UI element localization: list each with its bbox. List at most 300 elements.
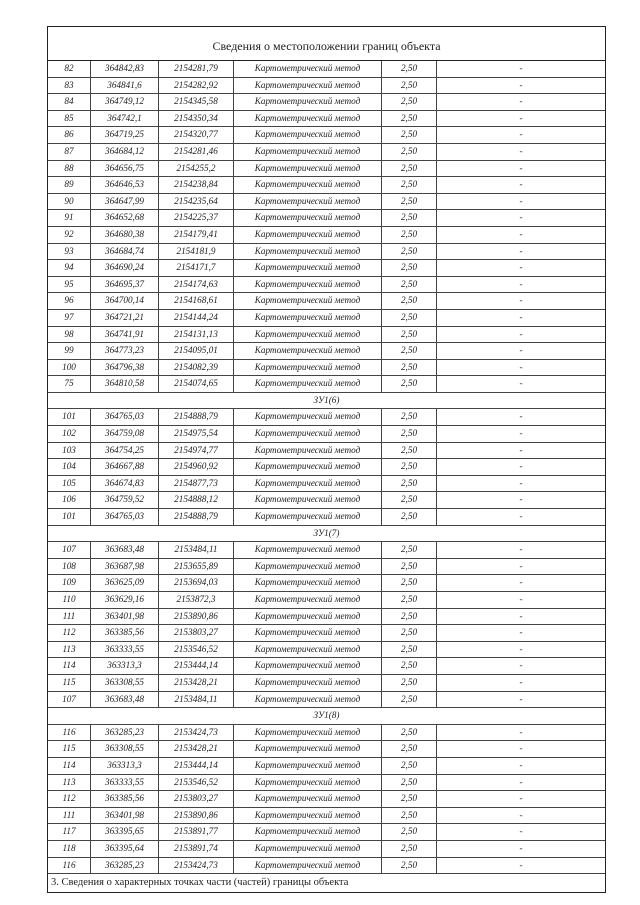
table-row [48,277,605,294]
table-row [48,310,605,327]
cell-coord-y: 2153891,77 [159,824,234,840]
cell-method: Картометрический метод [234,492,382,508]
cell-accuracy: 2,50 [382,841,437,857]
table-row [48,111,605,128]
cell-description: - [519,494,523,505]
cell-coord-y: 2154345,58 [159,94,234,110]
cell-accuracy: 2,50 [382,94,437,110]
cell-coord-y: 2154282,92 [159,78,234,94]
cell-accuracy: 2,50 [382,492,437,508]
cell-method: Картометрический метод [234,509,382,525]
cell-point-number: 109 [48,575,91,591]
cell-coord-x: 364754,25 [91,443,159,459]
cell-coord-y: 2154179,41 [159,227,234,243]
cell-coord-y: 2154281,46 [159,144,234,160]
cell-coord-y: 2153428,21 [159,675,234,691]
cell-point-number: 107 [48,692,91,708]
cell-description: - [519,228,523,239]
cell-point-number: 110 [48,592,91,608]
cell-point-number: 115 [48,741,91,757]
cell-accuracy: 2,50 [382,177,437,193]
table-row [48,476,605,493]
cell-accuracy: 2,50 [382,658,437,674]
cell-point-number: 117 [48,824,91,840]
table-row [48,227,605,244]
table-row [48,692,605,709]
cell-method: Картометрический метод [234,658,382,674]
cell-accuracy: 2,50 [382,227,437,243]
table-row [48,592,605,609]
cell-coord-x: 363395,65 [91,824,159,840]
cell-description: - [519,245,523,256]
cell-accuracy: 2,50 [382,111,437,127]
cell-method: Картометрический метод [234,725,382,741]
cell-coord-x: 364773,23 [91,343,159,359]
cell-coord-y: 2153424,73 [159,858,234,874]
cell-point-number: 84 [48,94,91,110]
cell-point-number: 103 [48,443,91,459]
cell-accuracy: 2,50 [382,277,437,293]
cell-description: - [519,63,523,73]
cell-coord-x: 363285,23 [91,725,159,741]
cell-accuracy: 2,50 [382,343,437,359]
cell-coord-x: 363333,55 [91,642,159,658]
cell-description: - [519,759,523,770]
cell-accuracy: 2,50 [382,476,437,492]
table-row [48,658,605,675]
cell-coord-y: 2154144,24 [159,310,234,326]
cell-point-number: 111 [48,808,91,824]
cell-point-number: 100 [48,360,91,376]
cell-method: Картометрический метод [234,559,382,575]
cell-point-number: 82 [48,61,91,77]
cell-description: - [519,693,523,704]
cell-accuracy: 2,50 [382,127,437,143]
cell-point-number: 96 [48,293,91,309]
cell-point-number: 90 [48,194,91,210]
cell-accuracy: 2,50 [382,808,437,824]
cell-accuracy: 2,50 [382,824,437,840]
table-row [48,841,605,858]
cell-coord-x: 364690,24 [91,260,159,276]
cell-description: - [519,577,523,588]
cell-description: - [519,345,523,356]
cell-coord-x: 363313,3 [91,658,159,674]
table-row [48,94,605,111]
table-row [48,260,605,277]
cell-accuracy: 2,50 [382,327,437,343]
table-row [48,343,605,360]
cell-method: Картометрический метод [234,858,382,874]
cell-coord-y: 2154888,12 [159,492,234,508]
cell-coord-y: 2154074,65 [159,376,234,392]
cell-description: - [519,461,523,472]
cell-accuracy: 2,50 [382,642,437,658]
cell-method: Картометрический метод [234,227,382,243]
cell-coord-x: 364667,88 [91,459,159,475]
section-3-heading: 3. Сведения о характерных точках части (частей) границы объекта [48,874,605,893]
cell-coord-y: 2154235,64 [159,194,234,210]
cell-point-number: 114 [48,758,91,774]
cell-description: - [519,793,523,804]
cell-method: Картометрический метод [234,459,382,475]
cell-method: Картометрический метод [234,277,382,293]
cell-point-number: 113 [48,775,91,791]
cell-coord-x: 363687,98 [91,559,159,575]
cell-coord-y: 2154131,13 [159,327,234,343]
table-row [48,293,605,310]
cell-method: Картометрический метод [234,409,382,425]
cell-point-number: 87 [48,144,91,160]
table-row [48,376,605,393]
cell-point-number: 91 [48,210,91,226]
cell-description: - [519,594,523,604]
table-row [48,127,605,144]
cell-accuracy: 2,50 [382,509,437,525]
cell-point-number: 105 [48,476,91,492]
cell-description: - [519,212,523,223]
cell-description: - [519,444,523,455]
cell-description: - [519,361,523,372]
cell-coord-x: 363683,48 [91,542,159,558]
table-row [48,426,605,443]
cell-accuracy: 2,50 [382,609,437,625]
cell-coord-x: 363625,09 [91,575,159,591]
cell-coord-y: 2154888,79 [159,509,234,525]
cell-description: - [519,610,523,621]
cell-description: - [519,328,523,339]
cell-coord-y: 2154888,79 [159,409,234,425]
cell-coord-x: 364680,38 [91,227,159,243]
cell-description: - [519,676,523,687]
cell-accuracy: 2,50 [382,775,437,791]
cell-point-number: 108 [48,559,91,575]
cell-coord-x: 363313,3 [91,758,159,774]
cell-point-number: 83 [48,78,91,94]
cell-point-number: 92 [48,227,91,243]
table-row [48,609,605,626]
cell-description: - [519,477,523,488]
cell-coord-y: 2154095,01 [159,343,234,359]
cell-coord-y: 2154255,2 [159,161,234,177]
cell-description: - [519,809,523,820]
table-row [48,443,605,460]
cell-point-number: 107 [48,542,91,558]
cell-description: - [519,195,523,206]
table-row [48,327,605,344]
cell-coord-x: 364841,6 [91,78,159,94]
cell-coord-y: 2154171,7 [159,260,234,276]
cell-coord-x: 364796,38 [91,360,159,376]
cell-method: Картометрический метод [234,194,382,210]
cell-coord-y: 2154181,9 [159,244,234,260]
table-row [48,194,605,211]
cell-point-number: 88 [48,161,91,177]
cell-method: Картометрический метод [234,675,382,691]
cell-description: - [519,544,523,555]
table-row [48,61,605,78]
cell-point-number: 114 [48,658,91,674]
cell-description: - [519,378,523,389]
cell-method: Картометрический метод [234,161,382,177]
cell-point-number: 85 [48,111,91,127]
cell-method: Картометрический метод [234,376,382,392]
table-row [48,675,605,692]
table-body [48,61,605,874]
cell-method: Картометрический метод [234,177,382,193]
cell-coord-x: 364810,58 [91,376,159,392]
cell-description: - [519,311,523,322]
cell-accuracy: 2,50 [382,459,437,475]
cell-coord-x: 363333,55 [91,775,159,791]
cell-method: Картометрический метод [234,310,382,326]
cell-description: - [519,112,523,123]
cell-accuracy: 2,50 [382,741,437,757]
cell-coord-y: 2154174,63 [159,277,234,293]
cell-point-number: 115 [48,675,91,691]
cell-point-number: 111 [48,609,91,625]
cell-coord-x: 364700,14 [91,293,159,309]
table-row [48,144,605,161]
cell-method: Картометрический метод [234,343,382,359]
cell-point-number: 112 [48,625,91,641]
table-row [48,78,605,95]
cell-point-number: 89 [48,177,91,193]
cell-accuracy: 2,50 [382,144,437,160]
cell-accuracy: 2,50 [382,625,437,641]
cell-accuracy: 2,50 [382,692,437,708]
cell-description: - [519,162,523,173]
cell-point-number: 101 [48,509,91,525]
cell-description: - [519,129,523,140]
cell-accuracy: 2,50 [382,244,437,260]
cell-description: - [519,726,523,737]
table-row [48,725,605,742]
cell-coord-x: 364695,37 [91,277,159,293]
cell-coord-x: 363401,98 [91,808,159,824]
table-row [48,161,605,178]
cell-coord-y: 2153424,73 [159,725,234,741]
table-row [48,775,605,792]
table-row [48,824,605,841]
cell-accuracy: 2,50 [382,161,437,177]
cell-accuracy: 2,50 [382,360,437,376]
cell-method: Картометрический метод [234,808,382,824]
table-row [48,459,605,476]
cell-description: - [519,660,523,671]
cell-coord-y: 2154350,34 [159,111,234,127]
cell-coord-x: 364759,52 [91,492,159,508]
cell-point-number: 95 [48,277,91,293]
cell-description: - [519,826,523,837]
cell-method: Картометрический метод [234,791,382,807]
cell-description: - [519,262,523,273]
cell-method: Картометрический метод [234,609,382,625]
cell-accuracy: 2,50 [382,210,437,226]
cell-accuracy: 2,50 [382,575,437,591]
cell-coord-y: 2153890,86 [159,808,234,824]
cell-coord-x: 363401,98 [91,609,159,625]
cell-point-number: 86 [48,127,91,143]
cell-coord-x: 364721,21 [91,310,159,326]
cell-description: - [519,643,523,654]
cell-accuracy: 2,50 [382,376,437,392]
cell-point-number: 104 [48,459,91,475]
table-row [48,210,605,227]
cell-coord-x: 363385,56 [91,791,159,807]
cell-method: Картометрический метод [234,426,382,442]
table-row [48,244,605,261]
table-row [48,758,605,775]
table-row [48,808,605,825]
cell-accuracy: 2,50 [382,443,437,459]
cell-method: Картометрический метод [234,692,382,708]
cell-point-number: 118 [48,841,91,857]
table-row [48,741,605,758]
cell-accuracy: 2,50 [382,194,437,210]
cell-method: Картометрический метод [234,841,382,857]
cell-point-number: 98 [48,327,91,343]
cell-method: Картометрический метод [234,210,382,226]
cell-coord-y: 2153803,27 [159,791,234,807]
cell-description: - [519,776,523,787]
cell-description: - [519,560,523,571]
boundary-table [47,26,606,893]
cell-point-number: 113 [48,642,91,658]
cell-coord-x: 363395,64 [91,841,159,857]
cell-description: - [519,842,523,853]
table-row [48,625,605,642]
cell-coord-y: 2153891,74 [159,841,234,857]
cell-point-number: 94 [48,260,91,276]
cell-accuracy: 2,50 [382,559,437,575]
cell-accuracy: 2,50 [382,260,437,276]
table-row [48,575,605,592]
cell-description: - [519,179,523,190]
cell-description: - [519,411,523,422]
cell-coord-y: 2154238,84 [159,177,234,193]
cell-point-number: 75 [48,376,91,392]
cell-coord-y: 2154082,39 [159,360,234,376]
cell-point-number: 102 [48,426,91,442]
cell-coord-y: 2153444,14 [159,758,234,774]
cell-accuracy: 2,50 [382,758,437,774]
cell-coord-y: 2154877,73 [159,476,234,492]
table-row [48,559,605,576]
cell-coord-y: 2154975,54 [159,426,234,442]
cell-point-number: 93 [48,244,91,260]
cell-method: Картометрический метод [234,824,382,840]
cell-description: - [519,511,523,522]
cell-coord-y: 2153444,14 [159,658,234,674]
table-row [48,409,605,426]
cell-coord-y: 2154281,79 [159,61,234,77]
table-row [48,858,605,875]
cell-accuracy: 2,50 [382,409,437,425]
cell-accuracy: 2,50 [382,61,437,77]
cell-point-number: 101 [48,409,91,425]
cell-coord-x: 364765,03 [91,509,159,525]
cell-point-number: 112 [48,791,91,807]
cell-coord-x: 364646,53 [91,177,159,193]
cell-coord-x: 364652,68 [91,210,159,226]
cell-accuracy: 2,50 [382,78,437,94]
cell-method: Картометрический метод [234,642,382,658]
cell-coord-x: 364656,75 [91,161,159,177]
cell-method: Картометрический метод [234,443,382,459]
table-row [48,360,605,377]
cell-method: Картометрический метод [234,625,382,641]
cell-coord-y: 2153694,03 [159,575,234,591]
cell-point-number: 116 [48,725,91,741]
cell-method: Картометрический метод [234,758,382,774]
table-row [48,791,605,808]
cell-coord-x: 363285,23 [91,858,159,874]
cell-description: - [519,428,523,439]
cell-point-number: 116 [48,858,91,874]
cell-description: - [519,79,523,90]
cell-coord-x: 363683,48 [91,692,159,708]
cell-method: Картометрический метод [234,542,382,558]
cell-accuracy: 2,50 [382,293,437,309]
cell-coord-y: 2153484,11 [159,542,234,558]
cell-coord-y: 2154960,92 [159,459,234,475]
cell-method: Картометрический метод [234,127,382,143]
cell-accuracy: 2,50 [382,858,437,874]
cell-coord-x: 364684,74 [91,244,159,260]
cell-coord-x: 363308,55 [91,675,159,691]
cell-coord-x: 363385,56 [91,625,159,641]
cell-method: Картометрический метод [234,260,382,276]
cell-accuracy: 2,50 [382,725,437,741]
cell-method: Картометрический метод [234,741,382,757]
cell-method: Картометрический метод [234,476,382,492]
cell-coord-x: 364684,12 [91,144,159,160]
cell-method: Картометрический метод [234,78,382,94]
cell-description: - [519,859,523,870]
cell-coord-x: 364719,25 [91,127,159,143]
cell-coord-y: 2153803,27 [159,625,234,641]
cell-method: Картометрический метод [234,327,382,343]
cell-coord-y: 2153872,3 [159,592,234,608]
cell-coord-x: 364842,83 [91,61,159,77]
cell-description: - [519,295,523,306]
cell-accuracy: 2,50 [382,791,437,807]
table-row [48,642,605,659]
cell-coord-y: 2154974,77 [159,443,234,459]
section-label: ЗУ1(8) [48,708,605,725]
cell-coord-x: 364674,83 [91,476,159,492]
cell-description: - [519,278,523,289]
cell-coord-y: 2153428,21 [159,741,234,757]
cell-coord-x: 363629,16 [91,592,159,608]
cell-method: Картометрический метод [234,592,382,608]
table-row [48,177,605,194]
cell-coord-x: 364759,08 [91,426,159,442]
cell-point-number: 106 [48,492,91,508]
cell-accuracy: 2,50 [382,675,437,691]
cell-coord-x: 364741,91 [91,327,159,343]
cell-description: - [519,627,523,638]
cell-point-number: 99 [48,343,91,359]
cell-method: Картометрический метод [234,244,382,260]
cell-coord-x: 364765,03 [91,409,159,425]
table-title: Сведения о местоположении границ объекта [48,27,605,61]
cell-method: Картометрический метод [234,775,382,791]
cell-method: Картометрический метод [234,94,382,110]
cell-coord-y: 2153546,52 [159,642,234,658]
cell-point-number: 97 [48,310,91,326]
